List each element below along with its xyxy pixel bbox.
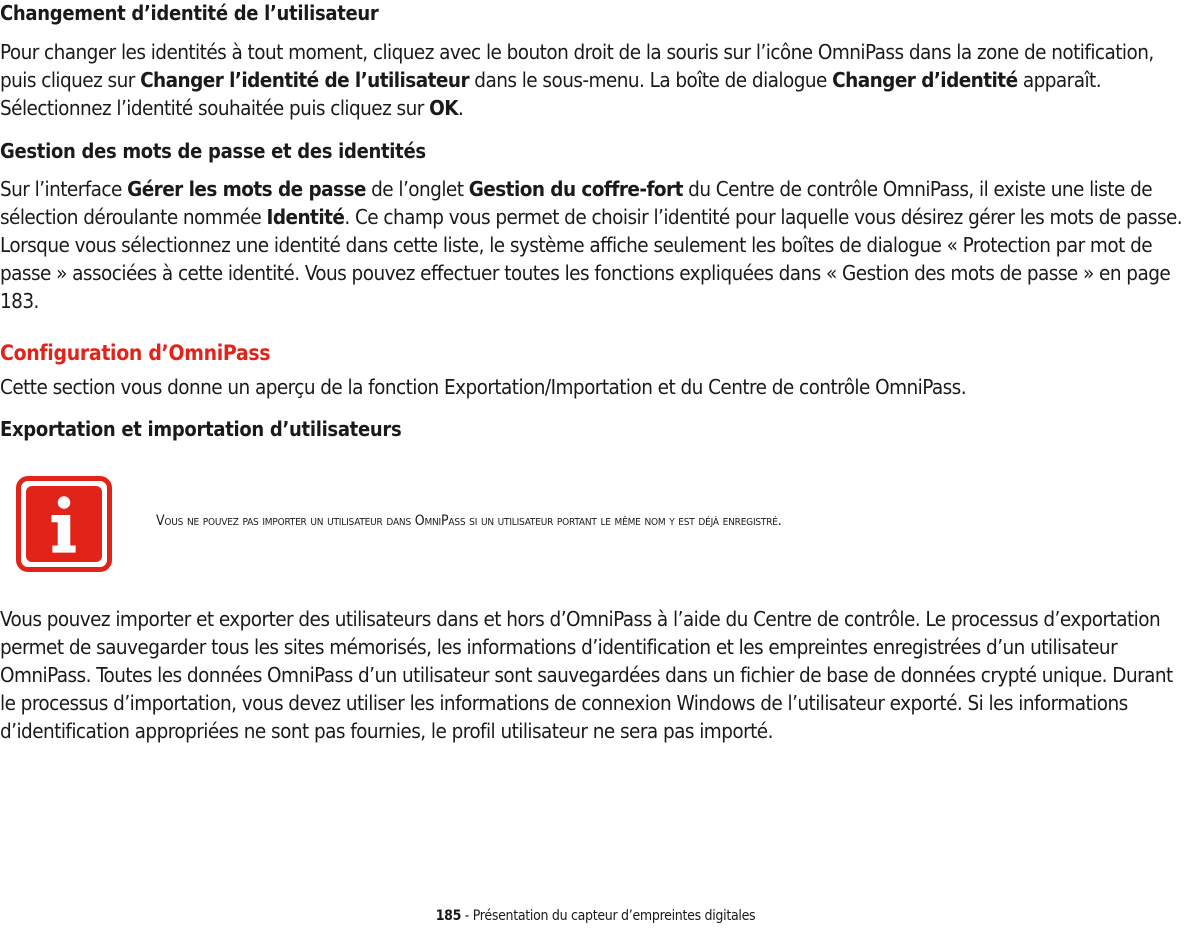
bold-manage-passwords: Gérer les mots de passe [127,177,366,201]
note-text: Vous ne pouvez pas importer un utilisateur dans OmniPass si un utilisateur portant le même nom y est déjà enregistré. [156,513,782,529]
bold-change-user-identity: Changer l’identité de l’utilisateur [140,68,469,92]
paragraph-password-management: Sur l’interface Gérer les mots de passe de l’onglet Gestion du coffre-fort du Centre de contrôle OmniPass, il existe une liste de sélection déroulante nommée Identité. Ce champ vous permet de choisir l’identité pour laquelle vous désirez gérer les mots de passe. Lorsque vous sélectionnez une identité dans cette liste, le système affiche seulement les boîtes de dialogue « Protection par mot de passe » associées à cette identité. Vous pouvez effectuer toutes les fonctions expliquées dans « Gestion des mots de passe » en page 183. [0,177,1183,313]
page-footer: 185 - Présentation du capteur d’empreintes digitales [435,908,756,924]
bold-change-identity-dialog: Changer d’identité [832,68,1018,92]
heading-omnipass-configuration: Configuration d’OmniPass [0,341,271,365]
heading-export-import-users: Exportation et importation d’utilisateurs [0,417,402,441]
bold-vault-management: Gestion du coffre-fort [468,177,683,201]
footer-title: Présentation du capteur d’empreintes digitales [472,908,756,924]
paragraph-user-identity-change: Pour changer les identités à tout moment, cliquez avec le bouton droit de la souris sur l’icône OmniPass dans la zone de notification, puis cliquez sur Changer l’identité de l’utilisateur dans le sous-menu. La boîte de dialogue Changer d’identité apparaît. Sélectionnez l’identité souhaitée puis cliquez sur OK. [0,40,1154,120]
paragraph-export-import-users: Vous pouvez importer et exporter des utilisateurs dans et hors d’OmniPass à l’aide du Centre de contrôle. Le processus d’exportation permet de sauvegarder tous les sites mémorisés, les informations d’identification et les empreintes enregistrées d’un utilisateur OmniPass. Toutes les données OmniPass d’un utilisateur sont sauvegardées dans un fichier de base de données crypté unique. Durant le processus d’importation, vous devez utiliser les informations de connexion Windows de l’utilisateur exporté. Si les informations d’identification appropriées ne sont pas fournies, le profil utilisateur ne sera pas importé. [0,607,1173,743]
bold-identity: Identité [266,205,345,229]
page-number: 185 [435,908,462,924]
bold-ok: OK [429,96,458,120]
info-glyph [21,481,107,567]
heading-user-identity-change: Changement d’identité de l’utilisateur [0,1,379,25]
info-icon [16,476,112,572]
paragraph-omnipass-configuration: Cette section vous donne un aperçu de la fonction Exportation/Importation et du Centre de contrôle OmniPass. [0,375,967,399]
heading-password-management: Gestion des mots de passe et des identités [0,139,426,163]
